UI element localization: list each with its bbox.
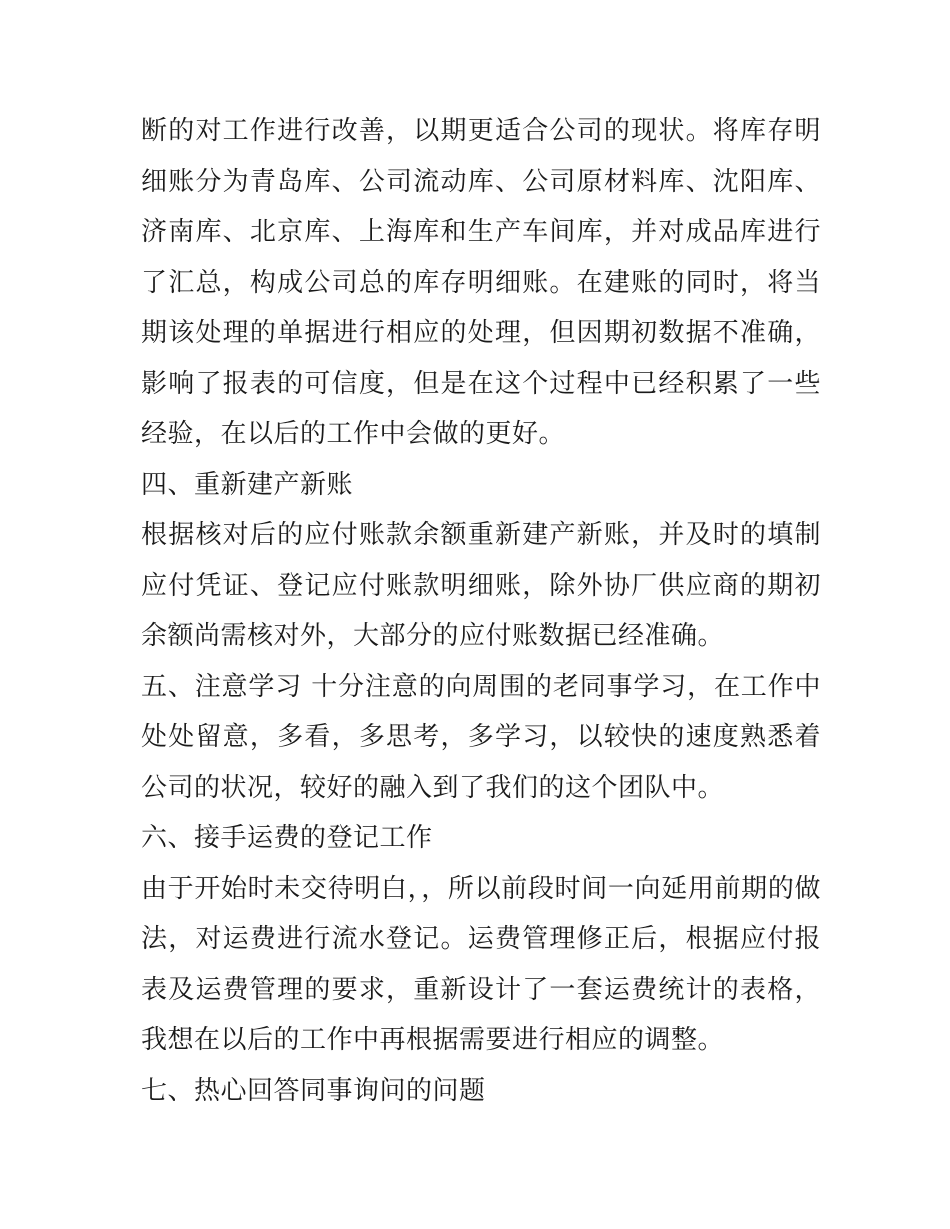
heading-section-6: 六、接手运费的登记工作	[141, 823, 433, 853]
heading-section-7: 七、热心回答同事询问的问题	[141, 1075, 486, 1106]
heading-section-4: 四、重新建产新账	[141, 469, 354, 500]
paragraph-freight-registration: 由于开始时未交待明白，，所以前段时间一向延用前期的做法，对运费进行流水登记。运费管理修正后，根据应付报表及运费管理的要求，重新设计了一套运费统计的表格，我想在以后的工作中再根据需要进行相应的调整。	[141, 873, 821, 1055]
paragraph-section-5-learning: 五、注意学习 十分注意的向周围的老同事学习，在工作中处处留意，多看，多思考，多学习，以较快的速度熟悉着公司的状况，较好的融入到了我们的这个团队中。	[141, 671, 821, 803]
paragraph-inventory-ledger: 断的对工作进行改善，以期更适合公司的现状。将库存明细账分为青岛库、公司流动库、公司原材料库、沈阳库、济南库、北京库、上海库和生产车间库，并对成品库进行了汇总，构成公司总的库存明细账。在建账的同时，将当期该处理的单据进行相应的处理，但因期初数据不准确，影响了报表的可信度，但是在这个过程中已经积累了一些经验，在以后的工作中会做的更好。	[141, 116, 821, 449]
document-body	[141, 106, 821, 1116]
paragraph-new-accounts: 根据核对后的应付账款余额重新建产新账，并及时的填制应付凭证、登记应付账款明细账，除外协厂供应商的期初余额尚需核对外，大部分的应付账数据已经准确。	[141, 520, 821, 651]
